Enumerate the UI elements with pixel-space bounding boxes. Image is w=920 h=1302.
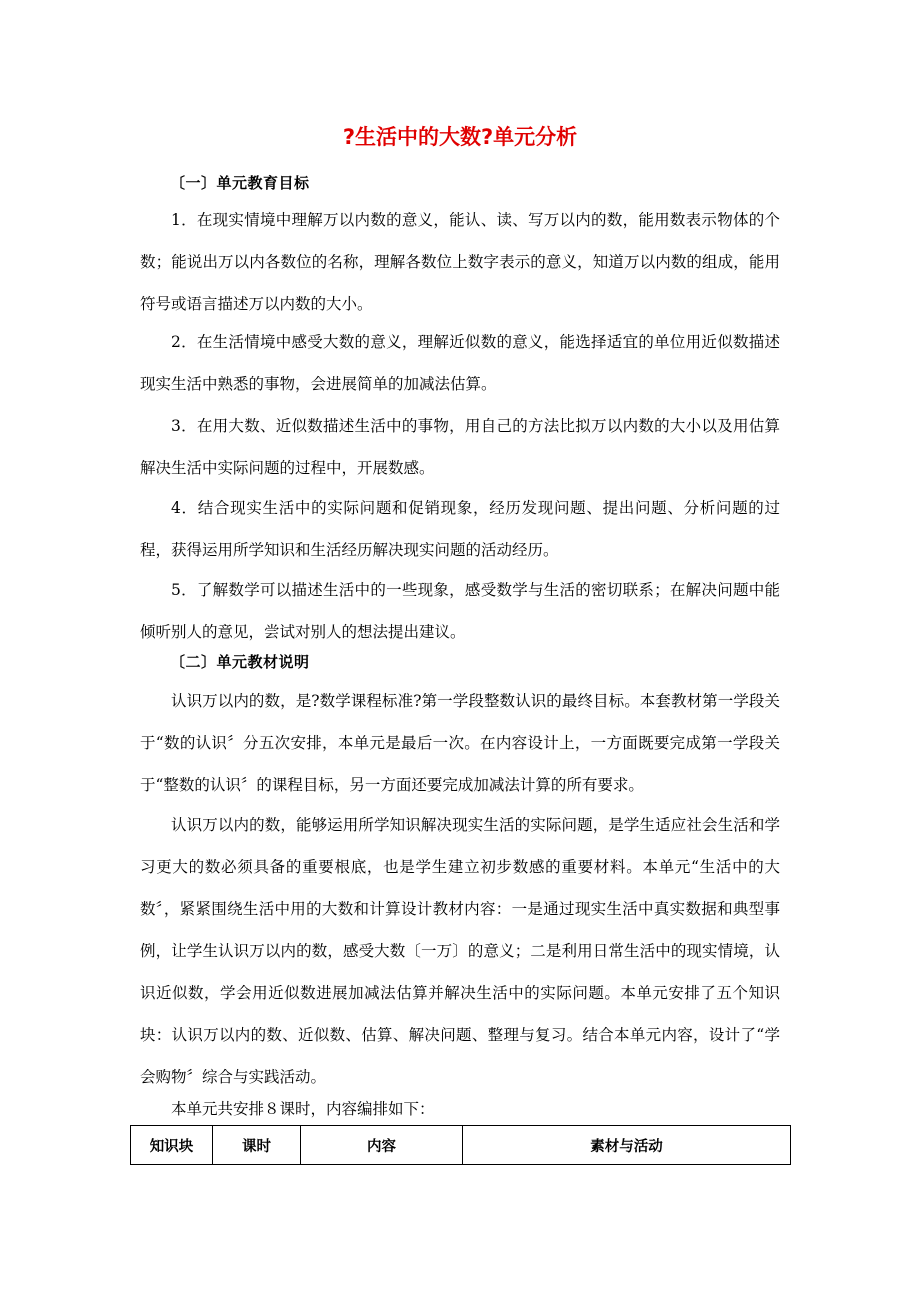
- table-header-cell: 素材与活动: [463, 1126, 791, 1165]
- materials-paragraph-3: 本单元共安排８课时，内容编排如下：: [171, 1100, 435, 1118]
- goal-item-2: 2．在生活情境中感受大数的意义，理解近似数的意义，能选择适宜的单位用近似数描述现实生活中熟悉的事物，会进展简单的加减法估算。: [140, 333, 780, 393]
- table-header-cell: 内容: [301, 1126, 463, 1165]
- goal-item-1: 1．在现实情境中理解万以内数的意义，能认、读、写万以内的数，能用数表示物体的个数；能说出万以内各数位的名称，理解各数位上数字表示的意义，知道万以内数的组成，能用符号或语言描述万以内数的大小。: [140, 211, 780, 313]
- goal-item-5: 5．了解数学可以描述生活中的一些现象，感受数学与生活的密切联系；在解决问题中能倾听别人的意见，尝试对别人的想法提出建议。: [140, 581, 780, 641]
- document-title: ?生活中的大数?单元分析: [342, 125, 578, 149]
- goal-item-3: 3．在用大数、近似数描述生活中的事物，用自己的方法比拟万以内数的大小以及用估算解决生活中实际问题的过程中，开展数感。: [140, 417, 780, 477]
- table-header-cell: 知识块: [131, 1126, 213, 1165]
- goal-item-4: 4．结合现实生活中的实际问题和促销现象，经历发现问题、提出问题、分析问题的过程，获得运用所学知识和生活经历解决现实问题的活动经历。: [140, 499, 780, 559]
- materials-paragraph-1: 认识万以内的数，是?数学课程标准?第一学段整数认识的最终目标。本套教材第一学段关于“数的认识〞分五次安排，本单元是最后一次。在内容设计上，一方面既要完成第一学段关于“整数的认识〞的课程目标，另一方面还要完成加减法计算的所有要求。: [140, 692, 780, 794]
- table-header-row: [131, 1126, 791, 1165]
- materials-paragraph-2: 认识万以内的数，能够运用所学知识解决现实生活的实际问题，是学生适应社会生活和学习更大的数必须具备的重要根底，也是学生建立初步数感的重要材料。本单元“生活中的大数〞，紧紧围绕生活中用的大数和计算设计教材内容：一是通过现实生活中真实数据和典型事例，让学生认识万以内的数，感受大数〔一万〕的意义；二是利用日常生活中的现实情境，认识近似数，学会用近似数进展加减法估算并解决生活中的实际问题。本单元安排了五个知识块：认识万以内的数、近似数、估算、解决问题、整理与复习。结合本单元内容，设计了“学会购物〞综合与实践活动。: [140, 816, 780, 1086]
- table-header-cell: 课时: [213, 1126, 301, 1165]
- lesson-table: [130, 1125, 791, 1165]
- section-heading-materials: 〔二〕单元教材说明: [170, 653, 310, 671]
- section-heading-goals: 〔一〕单元教育目标: [170, 174, 310, 192]
